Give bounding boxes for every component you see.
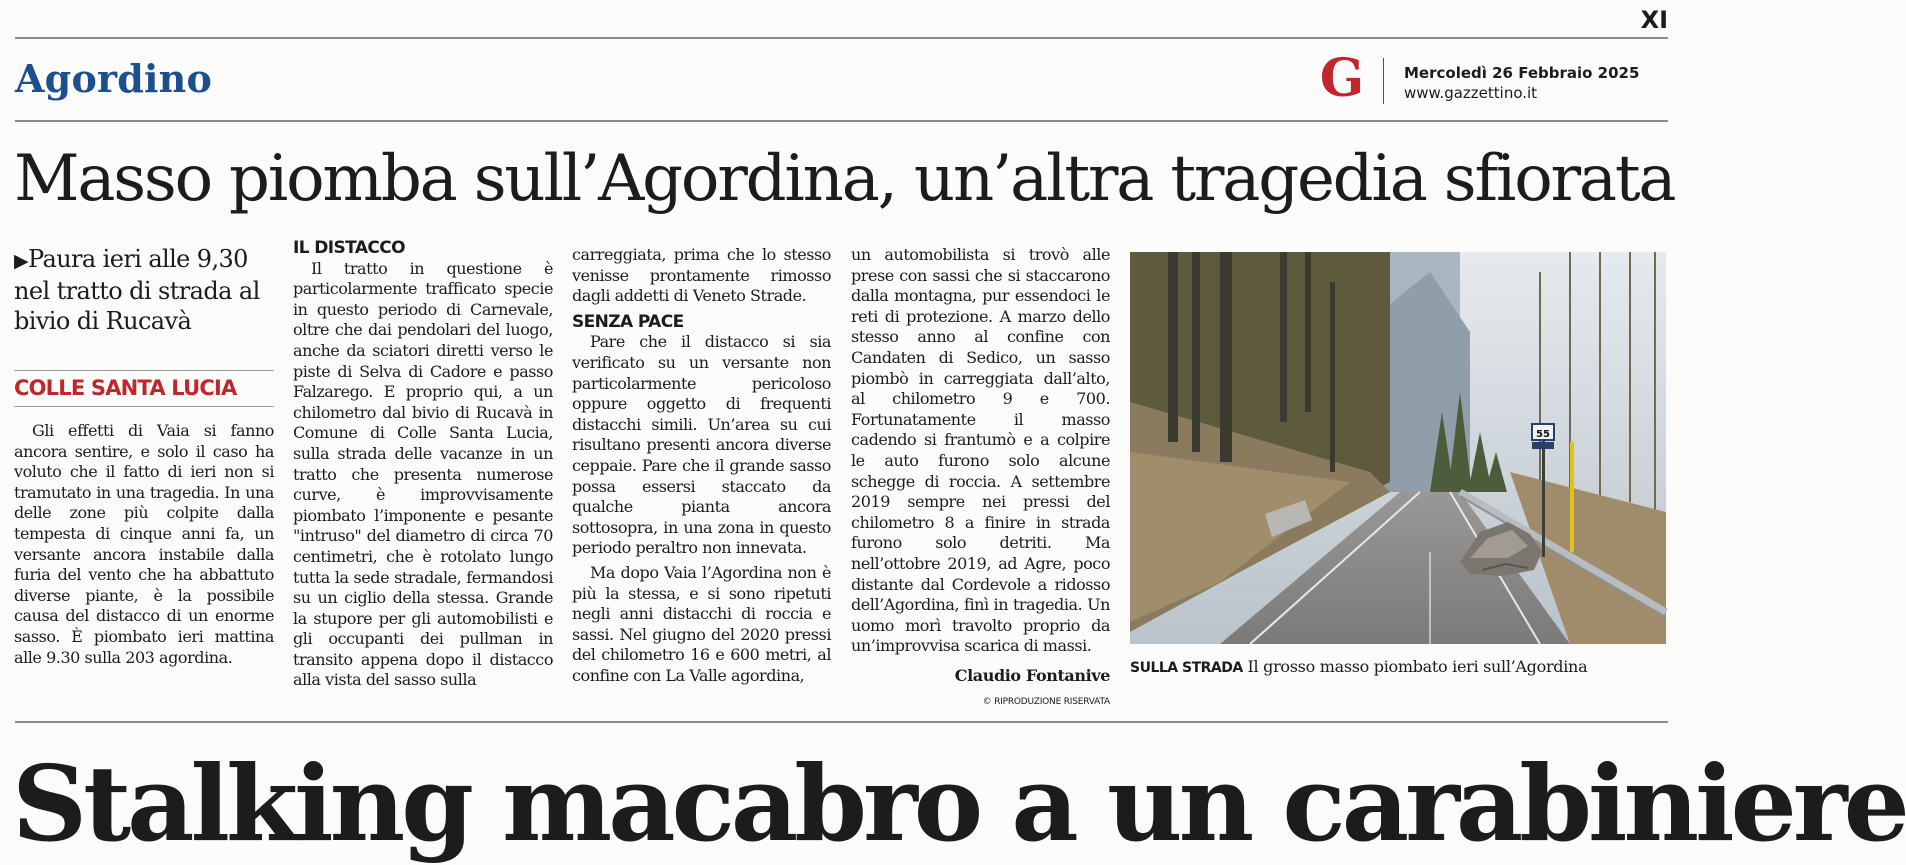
photo-caption bbox=[1130, 657, 1587, 676]
paragraph: Ma dopo Vaia l’Agordina non è più la stessa, e si sono ripetuti negli anni distacchi di roccia e sassi. Nel giugno del 2020 pressi del chilometro 16 e 600 metri, al confine con La Valle agordina, bbox=[572, 562, 831, 685]
kicker-underline bbox=[14, 406, 274, 407]
caption-text: Il grosso masso piombato ieri sull’Agordina bbox=[1247, 657, 1588, 676]
paragraph: un automobilista si trovò alle prese con sassi che si staccarono dalla montagna, pur essendoci le reti di protezione. A marzo dello stesso anno al confine con Candaten di Sedico, un sasso piombò in carreggiata dall’alto, al chilometro 9 e 700. Fortunatamente il masso cadendo si frantumò e a colpire le auto furono solo alcune schegge di roccia. A settembre 2019 sempre nei pressi del chilometro 8 a finire in strada furono solo detriti. Ma nell’ottobre 2019, ad Agre, poco distante dal Cordevole a ridosso dell’Agordina, finì in tragedia. Un uomo morì travolto proprio da un’improvvisa scarica di massi. bbox=[851, 245, 1110, 656]
issue-date: Mercoledì 26 Febbraio 2025 bbox=[1404, 64, 1640, 82]
page-number: XI bbox=[1640, 6, 1668, 34]
newspaper-logo[interactable] bbox=[1318, 48, 1366, 109]
article-lead: Gli effetti di Vaia si fanno ancora sentire, e solo il caso ha voluto che il fatto di ieri non si tramutato in una tragedia. In una delle zone più colpite dalla tempesta di cinque anni fa, un versante ancora instabile dalla furia del vento che ha abbattuto diverse piante, è la possibile causa del distacco di un enorme sasso. È piombato ieri mattina alle 9.30 sulla 203 agordina. bbox=[14, 421, 274, 667]
website-link[interactable]: www.gazzettino.it bbox=[1404, 84, 1538, 102]
caption-label: SULLA STRADA bbox=[1130, 660, 1243, 676]
article-column-3 bbox=[572, 245, 831, 686]
article-column-1 bbox=[14, 421, 274, 668]
copyright-notice: © RIPRODUZIONE RISERVATA bbox=[982, 697, 1110, 708]
summary-arrow-icon: ▶ bbox=[14, 250, 29, 272]
article-photo[interactable] bbox=[1130, 252, 1666, 644]
article-author: Claudio Fontanive bbox=[954, 665, 1110, 685]
section-title: Agordino bbox=[15, 56, 212, 101]
masthead-divider bbox=[1383, 58, 1384, 104]
kicker-location: COLLE SANTA LUCIA bbox=[14, 376, 237, 400]
logo-letter: G bbox=[1319, 48, 1365, 109]
kicker-rule bbox=[14, 370, 274, 371]
next-article-headline: Stalking macabro a un carabiniere bbox=[12, 742, 1906, 865]
top-rule bbox=[15, 37, 1668, 39]
article-summary bbox=[14, 244, 264, 336]
subhead-distacco: IL DISTACCO bbox=[293, 238, 405, 258]
article-separator bbox=[15, 721, 1668, 723]
paragraph: carreggiata, prima che lo stesso venisse prontamente rimosso dagli addetti di Veneto Strade. bbox=[572, 245, 831, 306]
article-column-2 bbox=[293, 238, 553, 691]
masthead-rule bbox=[15, 120, 1668, 122]
road-sign-number: 55 bbox=[1536, 429, 1550, 440]
article-column-4 bbox=[851, 245, 1110, 713]
paragraph: Pare che il distacco si sia verificato su un versante non particolarmente pericoloso oppure oggetto di frequenti distacchi simili. Un’area su cui risultano presenti ancora diverse ceppaie. Pare che il grande sasso possa essersi staccato da qualche pianta ancora sottosopra, in una zona in questo periodo peraltro non innevata. bbox=[572, 332, 831, 558]
summary-text: Paura ieri alle 9,30 nel tratto di strada al bivio di Rucavà bbox=[14, 245, 260, 335]
article-headline: Masso piomba sull’Agordina, un’altra tragedia sfiorata bbox=[14, 142, 1675, 216]
subhead-senza-pace: SENZA PACE bbox=[572, 311, 684, 332]
paragraph: Il tratto in questione è particolarmente trafficato specie in questo periodo di Carnevale, oltre che dai pendolari del luogo, anche da sciatori diretti verso le piste di Selva di Cadore e passo Falzarego. E proprio qui, a un chilometro dal bivio di Rucavà in Comune di Colle Santa Lucia, sulla strada delle vacanze in un tratto che presenta numerose curve, è improvvisamente piombato l’imponente e pesante "intruso" del diametro di circa 70 centimetri, che è rotolato lungo tutta la sede stradale, fermandosi su un ciglio della stessa. Grande la stupore per gli automobilisti e gli occupanti dei pullman in transito appena dopo il distacco alla vista del sasso sulla bbox=[293, 258, 553, 690]
